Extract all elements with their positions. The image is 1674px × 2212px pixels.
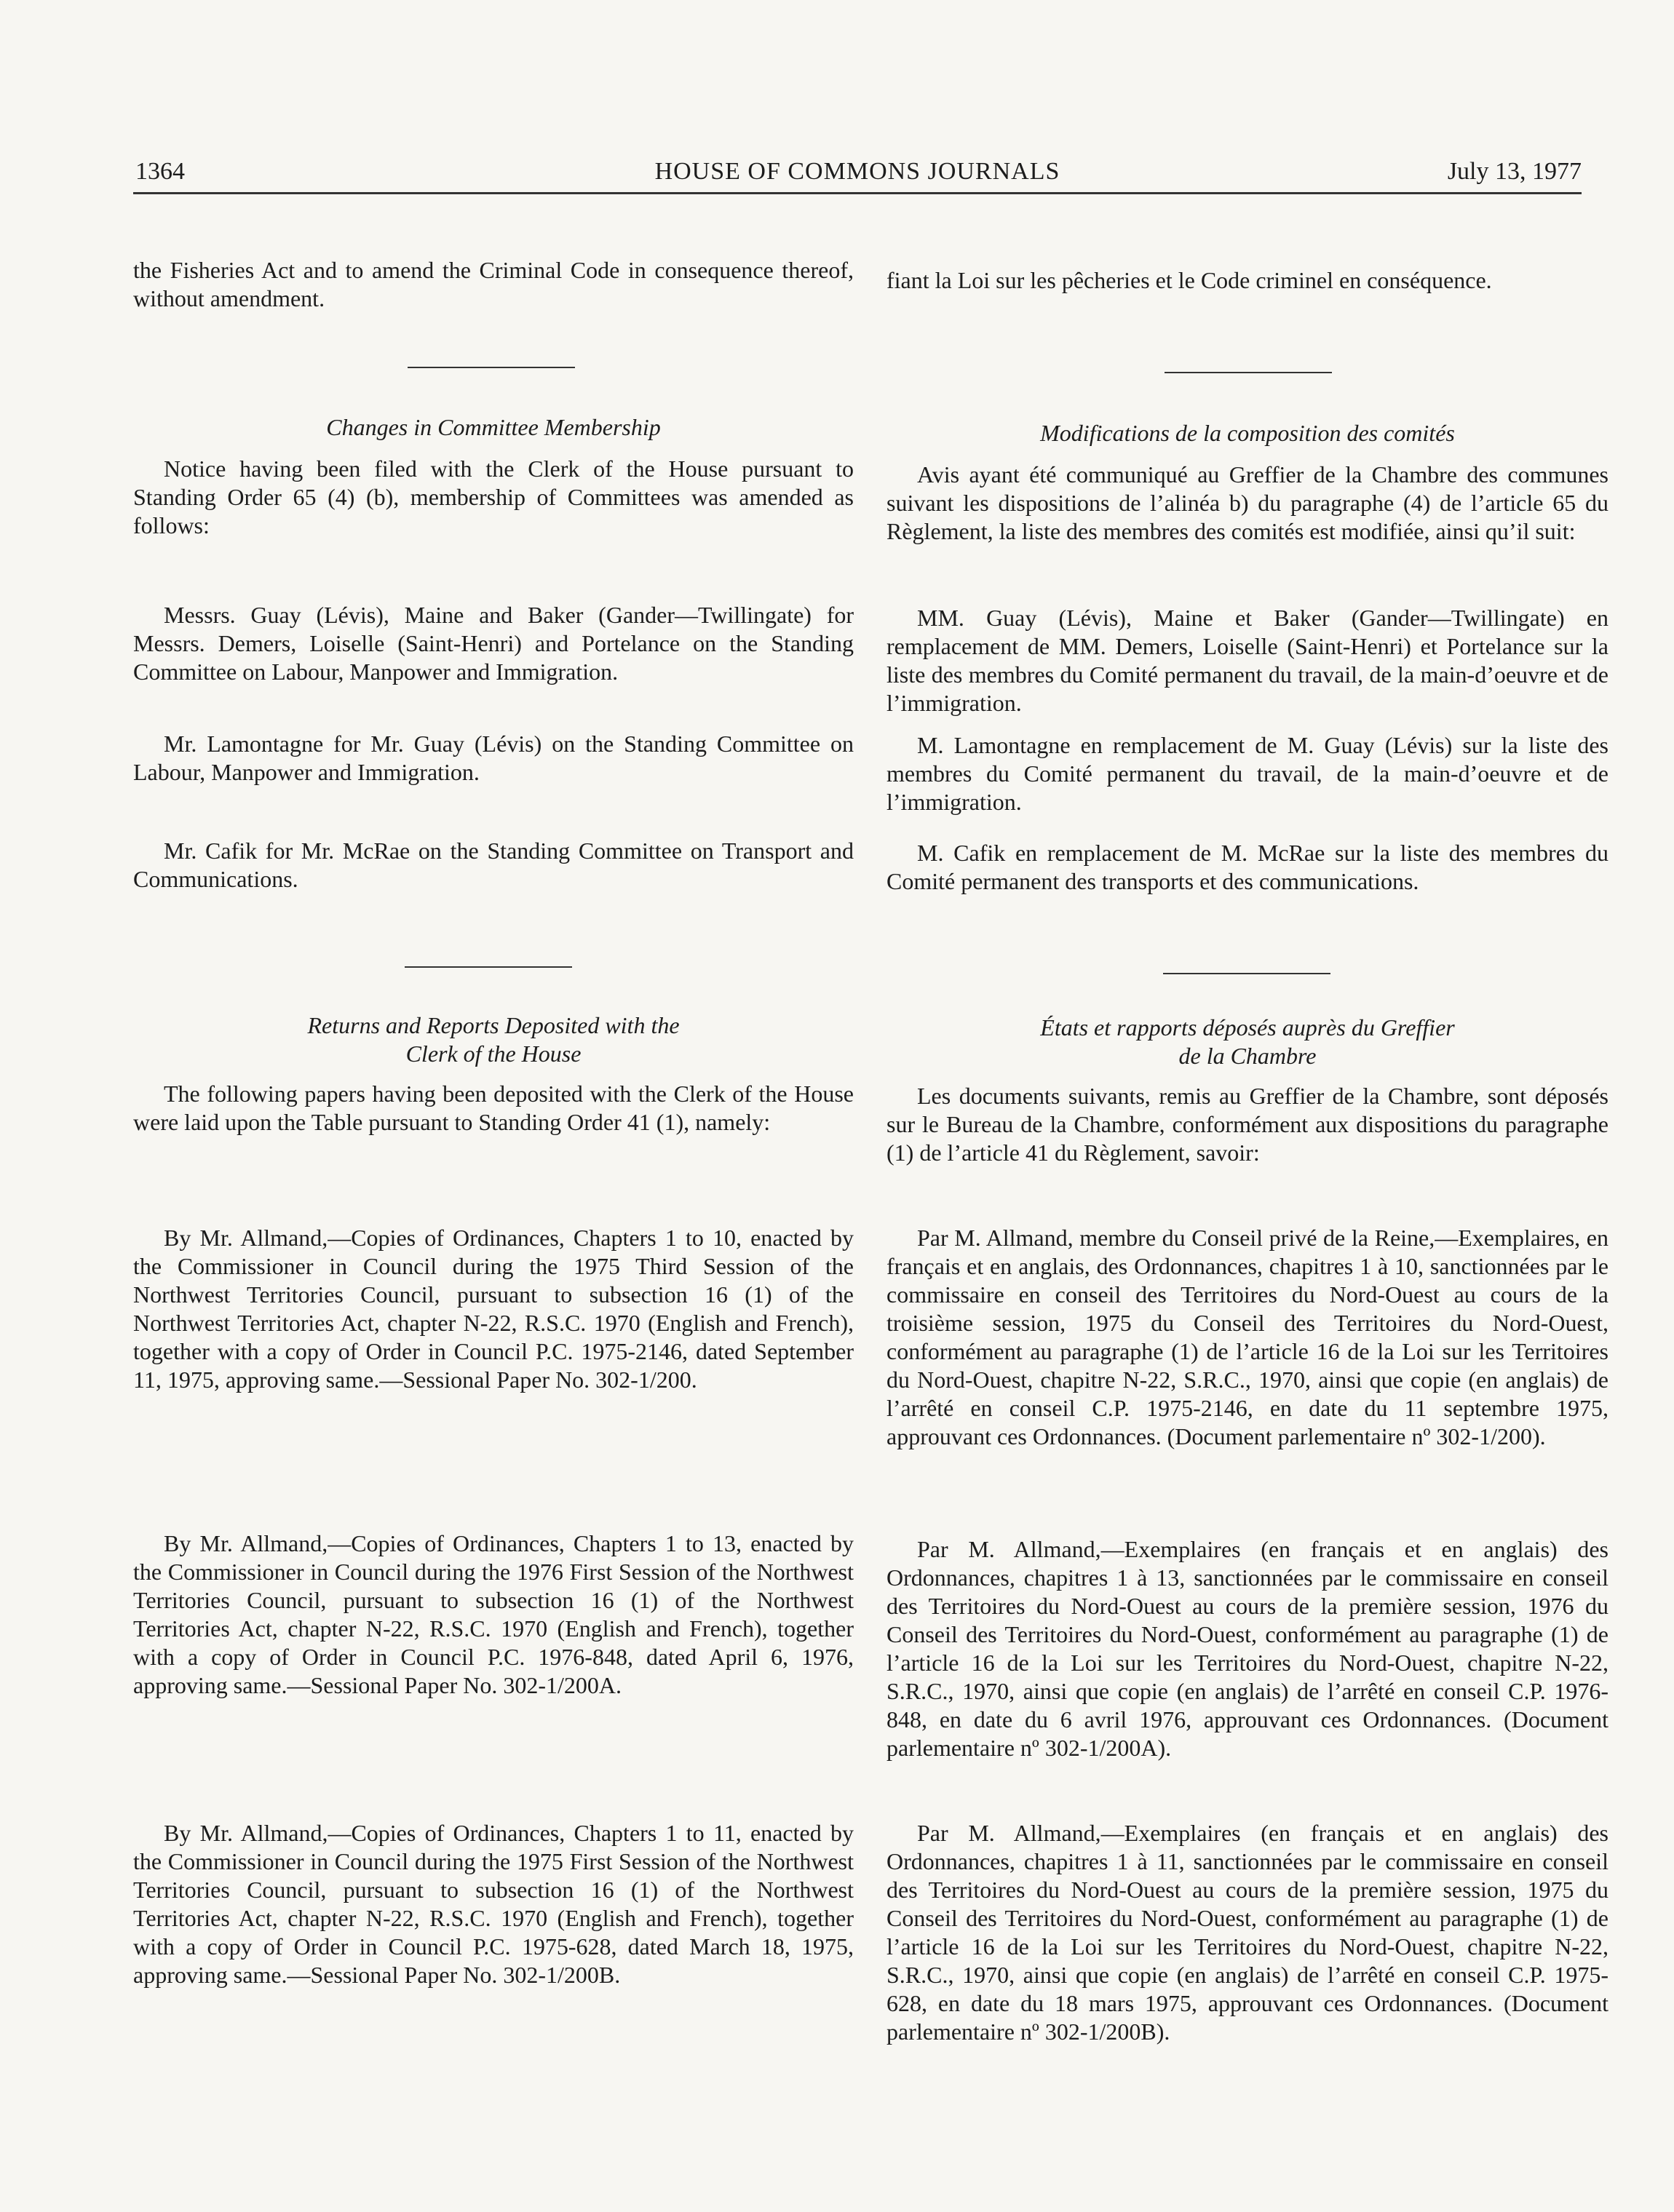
header-date: July 13, 1977: [1447, 158, 1582, 185]
english-returns-intro: The following papers having been deposited with the Clerk of the House were laid upon the Table pursuant to Standing Order 41 (1), namely:: [133, 1081, 854, 1135]
french-column: [886, 266, 1608, 295]
english-column: [133, 256, 854, 313]
journal-title: HOUSE OF COMMONS JOURNALS: [654, 158, 1060, 185]
section-divider: [405, 966, 572, 968]
english-returns-item: By Mr. Allmand,—Copies of Ordinances, Chapters 1 to 13, enacted by the Commissioner in Council during the 1976 First Session of the Northwest Territories Council, pursuant to subsection 16 (1) of the Northwest Territories Act, chapter N-22, R.S.C. 1970 (English and French), together with a copy of Order in Council P.C. 1976-848, dated April 6, 1976, approving same.—Sessional Paper No. 302-1/200A.: [133, 1530, 854, 1698]
page-header: [133, 156, 1582, 194]
french-returns-item: Par M. Allmand, membre du Conseil privé de la Reine,—Exemplaires, en français et en anglais, des Ordonnances, chapitres 1 à 10, sanctionnées par le commissaire en conseil des Territoires du Nord-Ouest au cours de la troisième session, 1975 du Conseil des Territoires du Nord-Ouest, conformément au paragraphe (1) de l’article 16 de la Loi sur les Territoires du Nord-Ouest, chapitre N-22, S.R.C., 1970, ainsi que copie (en anglais) de l’arrêté en conseil C.P. 1975-2146, en date du 11 septembre 1975, approuvant ces Ordonnances. (Document parlementaire nº 302-1/200).: [886, 1225, 1608, 1449]
french-committee-notice: Avis ayant été communiqué au Greffier de la Chambre des communes suivant les dispositions de l’alinéa b) du paragraphe (4) de l’article 65 du Règlement, la liste des membres des comités est modifiée, ainsi qu’il suit:: [886, 461, 1608, 544]
french-returns-item-block-2: [886, 1535, 1608, 1762]
english-returns-item-block-2: [133, 1529, 854, 1700]
french-committee-item: MM. Guay (Lévis), Maine et Baker (Gander—Twillingate) en remplacement de MM. Demers, Loiselle (Saint-Henri) et Portelance sur la liste des membres du Comité permanent du travail, de la main-d’oeuvre et de l’immigration.: [886, 605, 1608, 716]
french-committee-items-3: [886, 839, 1608, 896]
english-returns-item-block-1: [133, 1224, 854, 1394]
english-committee-items-3: [133, 837, 854, 894]
english-returns-section: [133, 1011, 854, 1137]
section-divider: [1165, 372, 1332, 373]
english-committee-item: Messrs. Guay (Lévis), Maine and Baker (Gander—Twillingate) for Messrs. Demers, Loiselle (Saint-Henri) and Portelance on the Standing Committee on Labour, Manpower and Immigration.: [133, 602, 854, 685]
english-committee-item: Mr. Cafik for Mr. McRae on the Standing Committee on Transport and Communications.: [133, 838, 854, 892]
french-returns-item-block-1: [886, 1224, 1608, 1451]
english-committee-items-2: [133, 730, 854, 787]
section-divider: [1163, 973, 1330, 974]
english-returns-heading-line1: Returns and Reports Deposited with the: [307, 1012, 680, 1038]
french-returns-item-block-3: [886, 1819, 1608, 2046]
french-returns-item: Par M. Allmand,—Exemplaires (en français et en anglais) des Ordonnances, chapitres 1 à 13, sanctionnées par le commissaire en conseil des Territoires du Nord-Ouest au cours de la première session, 1976 du Conseil des Territoires du Nord-Ouest, conformément au paragraphe (1) de l’article 16 de la Loi sur les Territoires du Nord-Ouest, chapitre N-22, S.R.C., 1970, ainsi que copie (en anglais) de l’arrêté en conseil C.P. 1976-848, en date du 6 avril 1976, approuvant ces Ordonnances. (Document parlementaire nº 302-1/200A).: [886, 1536, 1608, 1761]
english-intro: the Fisheries Act and to amend the Criminal Code in consequence thereof, without amendment.: [133, 257, 854, 311]
english-committee-heading: Changes in Committee Membership: [326, 414, 661, 440]
french-committee-item: M. Lamontagne en remplacement de M. Guay (Lévis) sur la liste des membres du Comité permanent du travail, de la main-d’oeuvre et de l’immigration.: [886, 732, 1608, 815]
french-committee-items-2: [886, 731, 1608, 816]
english-committee-section: [133, 413, 854, 540]
english-committee-notice: Notice having been filed with the Clerk of the House pursuant to Standing Order 65 (4) (b), membership of Committees was amended as follows:: [133, 455, 854, 538]
french-returns-heading-line2: de la Chambre: [1178, 1043, 1317, 1069]
french-returns-section: [886, 1014, 1608, 1167]
french-committee-heading: Modifications de la composition des comités: [1040, 420, 1455, 446]
french-returns-heading-line1: États et rapports déposés auprès du Greffier: [1040, 1014, 1455, 1041]
french-committee-section: [886, 419, 1608, 546]
english-committee-item: Mr. Lamontagne for Mr. Guay (Lévis) on the Standing Committee on Labour, Manpower and Immigration.: [133, 731, 854, 785]
english-returns-heading-line2: Clerk of the House: [405, 1041, 582, 1067]
french-committee-item: M. Cafik en remplacement de M. McRae sur la liste des membres du Comité permanent des transports et des communications.: [886, 840, 1608, 894]
french-returns-item: Par M. Allmand,—Exemplaires (en français et en anglais) des Ordonnances, chapitres 1 à 11, sanctionnées par le commissaire en conseil des Territoires du Nord-Ouest au cours de la première session, 1975 du Conseil des Territoires du Nord-Ouest, conformément au paragraphe (1) de l’article 16 de la Loi sur les Territoires du Nord-Ouest, chapitre N-22, S.R.C., 1970, ainsi que copie (en anglais) de l’arrêté en conseil C.P. 1975-628, en date du 18 mars 1975, approuvant ces Ordonnances. (Document parlementaire nº 302-1/200B).: [886, 1820, 1608, 2045]
english-returns-item-block-3: [133, 1819, 854, 1989]
english-returns-heading: [133, 1011, 854, 1068]
french-committee-items-1: [886, 604, 1608, 717]
french-returns-heading: [886, 1014, 1608, 1070]
page-number: 1364: [135, 158, 185, 185]
english-committee-items: [133, 601, 854, 686]
french-intro: fiant la Loi sur les pêcheries et le Code criminel en conséquence.: [886, 267, 1492, 293]
english-returns-item: By Mr. Allmand,—Copies of Ordinances, Chapters 1 to 11, enacted by the Commissioner in Council during the 1975 First Session of the Northwest Territories Council, pursuant to subsection 16 (1) of the Northwest Territories Act, chapter N-22, R.S.C. 1970 (English and French), together with a copy of Order in Council P.C. 1975-628, dated March 18, 1975, approving same.—Sessional Paper No. 302-1/200B.: [133, 1820, 854, 1988]
section-divider: [408, 367, 575, 368]
french-returns-intro: Les documents suivants, remis au Greffier de la Chambre, sont déposés sur le Bureau de la Chambre, conformément aux dispositions du paragraphe (1) de l’article 41 du Règlement, savoir:: [886, 1083, 1608, 1166]
english-returns-item: By Mr. Allmand,—Copies of Ordinances, Chapters 1 to 10, enacted by the Commissioner in Council during the 1975 Third Session of the Northwest Territories Council, pursuant to subsection 16 (1) of the Northwest Territories Act, chapter N-22, R.S.C. 1970 (English and French), together with a copy of Order in Council P.C. 1975-2146, dated September 11, 1975, approving same.—Sessional Paper No. 302-1/200.: [133, 1225, 854, 1393]
